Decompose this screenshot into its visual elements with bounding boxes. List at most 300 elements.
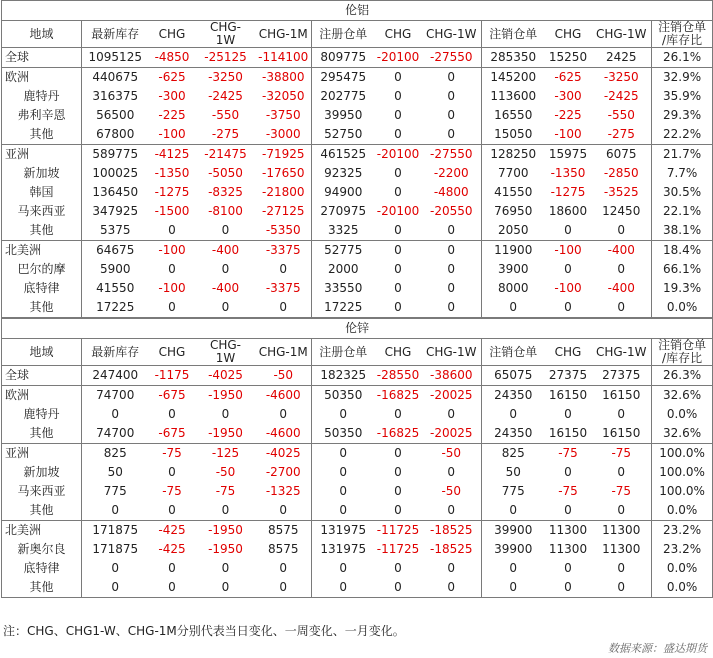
table-row bbox=[2, 463, 713, 482]
footnote: 注：CHG、CHG1-W、CHG-1M分别代表当日变化、一周变化、一月变化。 bbox=[3, 624, 405, 638]
region-cell: 其他 bbox=[2, 298, 82, 318]
table-row bbox=[2, 221, 713, 241]
table-row bbox=[2, 106, 713, 125]
value-cell: -28550 bbox=[376, 368, 420, 382]
value-cell: 18600 bbox=[548, 204, 588, 218]
value-cell: -32050 bbox=[256, 87, 312, 106]
table-title: 伦铝 bbox=[2, 1, 713, 21]
value-cell: 0 bbox=[545, 578, 592, 598]
value-cell: 0 bbox=[394, 223, 402, 237]
value-cell: 809775 bbox=[320, 50, 367, 64]
region-cell: 其他 bbox=[2, 125, 82, 145]
value-cell: 5900 bbox=[99, 262, 131, 276]
value-cell: 33550 bbox=[324, 281, 363, 295]
value-cell: 0 bbox=[422, 87, 482, 106]
value-cell: 0 bbox=[394, 108, 402, 122]
value-cell: -5350 bbox=[256, 221, 312, 241]
region-cell: 新加坡 bbox=[2, 463, 82, 482]
column-header: 注册仓单 bbox=[312, 21, 375, 48]
table-row bbox=[2, 164, 713, 183]
value-cell: 145200 bbox=[482, 68, 545, 88]
value-cell: -100 bbox=[158, 127, 186, 141]
value-cell: 0 bbox=[422, 559, 482, 578]
value-cell: 7.7% bbox=[652, 164, 713, 183]
value-cell: -675 bbox=[149, 386, 196, 406]
value-cell: 23.2% bbox=[652, 521, 713, 541]
table-row bbox=[2, 87, 713, 106]
value-cell: -8100 bbox=[208, 204, 243, 218]
value-cell: 0 bbox=[394, 262, 402, 276]
value-cell: 0 bbox=[256, 260, 312, 279]
value-cell: -100 bbox=[545, 241, 592, 261]
region-cell: 马来西亚 bbox=[2, 202, 82, 221]
value-cell: 0 bbox=[256, 298, 312, 318]
value-cell: 0 bbox=[111, 407, 120, 421]
table-row bbox=[2, 444, 713, 464]
value-cell: 0 bbox=[256, 405, 312, 424]
column-header: CHG-1W bbox=[422, 339, 482, 366]
value-cell: -2200 bbox=[422, 164, 482, 183]
value-cell: -550 bbox=[211, 108, 240, 122]
value-cell: 0 bbox=[564, 465, 572, 479]
value-cell: -4025 bbox=[256, 444, 312, 464]
value-cell: 285350 bbox=[490, 50, 537, 64]
value-cell: 41550 bbox=[96, 281, 135, 295]
column-header: CHG bbox=[149, 21, 196, 48]
value-cell: 0 bbox=[256, 559, 312, 578]
value-cell: 0 bbox=[422, 260, 482, 279]
value-cell: 11900 bbox=[482, 241, 545, 261]
value-cell: -1950 bbox=[196, 386, 256, 406]
value-cell: 461525 bbox=[312, 145, 375, 165]
value-cell: 8000 bbox=[497, 281, 529, 295]
table-row bbox=[2, 68, 713, 88]
value-cell: 2000 bbox=[327, 262, 359, 276]
region-cell: 鹿特丹 bbox=[2, 87, 82, 106]
value-cell: 39950 bbox=[324, 108, 363, 122]
region-cell: 巴尔的摩 bbox=[2, 260, 82, 279]
value-cell: -20550 bbox=[422, 202, 482, 221]
column-header: CHG-1W bbox=[422, 21, 482, 48]
value-cell: 8575 bbox=[256, 540, 312, 559]
value-cell: 0 bbox=[168, 561, 176, 575]
value-cell: 19.3% bbox=[652, 279, 713, 298]
value-cell: 8575 bbox=[256, 521, 312, 541]
value-cell: -17650 bbox=[256, 164, 312, 183]
value-cell: 0 bbox=[82, 578, 149, 598]
value-cell: -8325 bbox=[208, 185, 243, 199]
value-cell: 0 bbox=[422, 221, 482, 241]
value-cell: 11300 bbox=[592, 521, 652, 541]
value-cell: 0 bbox=[394, 166, 402, 180]
value-cell: -50 bbox=[422, 444, 482, 464]
table-row bbox=[2, 482, 713, 501]
value-cell: 15050 bbox=[494, 127, 533, 141]
value-cell: 0 bbox=[221, 262, 230, 276]
value-cell: -20100 bbox=[376, 50, 420, 64]
data-source: 数据来源：盛达期货 bbox=[608, 642, 707, 655]
value-cell: -1325 bbox=[256, 482, 312, 501]
value-cell: -225 bbox=[554, 108, 582, 122]
table-row bbox=[2, 366, 713, 386]
value-cell: -1500 bbox=[154, 204, 190, 218]
value-cell: 30.5% bbox=[652, 183, 713, 202]
value-cell: -675 bbox=[158, 426, 186, 440]
column-header: CHG bbox=[545, 339, 592, 366]
value-cell: -25125 bbox=[204, 50, 247, 64]
value-cell: 0 bbox=[339, 561, 348, 575]
value-cell: -16825 bbox=[376, 426, 420, 440]
value-cell: 41550 bbox=[494, 185, 533, 199]
value-cell: 131975 bbox=[320, 542, 367, 556]
table-aluminum bbox=[1, 0, 713, 318]
column-header: 最新库存 bbox=[82, 339, 149, 366]
value-cell: 0 bbox=[394, 407, 402, 421]
value-cell: 65075 bbox=[494, 368, 533, 382]
table-row bbox=[2, 183, 713, 202]
value-cell: 5375 bbox=[99, 223, 131, 237]
value-cell: 0 bbox=[422, 405, 482, 424]
region-cell: 其他 bbox=[2, 578, 82, 598]
value-cell: 0 bbox=[422, 578, 482, 598]
value-cell: 0 bbox=[111, 561, 120, 575]
value-cell: 15975 bbox=[545, 145, 592, 165]
value-cell: 0 bbox=[221, 223, 230, 237]
value-cell: 32.6% bbox=[652, 386, 713, 406]
table-row bbox=[2, 48, 713, 68]
value-cell: 38.1% bbox=[652, 221, 713, 241]
value-cell: 0 bbox=[592, 221, 652, 241]
value-cell: -1950 bbox=[196, 521, 256, 541]
value-cell: -3750 bbox=[256, 106, 312, 125]
value-cell: 39900 bbox=[494, 542, 533, 556]
region-cell: 韩国 bbox=[2, 183, 82, 202]
column-header: 注册仓单 bbox=[312, 339, 375, 366]
value-cell: -20100 bbox=[375, 145, 422, 165]
value-cell: 76950 bbox=[494, 204, 533, 218]
value-cell: -18525 bbox=[422, 540, 482, 559]
table-row bbox=[2, 501, 713, 521]
value-cell: -3250 bbox=[592, 68, 652, 88]
value-cell: 0 bbox=[221, 561, 230, 575]
value-cell: 74700 bbox=[82, 386, 149, 406]
value-cell: 3900 bbox=[497, 262, 529, 276]
value-cell: 0 bbox=[394, 127, 402, 141]
value-cell: -11725 bbox=[376, 542, 420, 556]
value-cell: 0 bbox=[168, 407, 176, 421]
column-header: CHG- 1W bbox=[196, 339, 256, 366]
region-cell: 其他 bbox=[2, 221, 82, 241]
table-row bbox=[2, 279, 713, 298]
value-cell: 0 bbox=[256, 578, 312, 598]
value-cell: 0 bbox=[339, 465, 348, 479]
value-cell: 0 bbox=[394, 503, 402, 517]
value-cell: 24350 bbox=[482, 386, 545, 406]
region-cell: 弗利辛恩 bbox=[2, 106, 82, 125]
value-cell: -1350 bbox=[550, 166, 586, 180]
value-cell: 52775 bbox=[312, 241, 375, 261]
value-cell: 23.2% bbox=[652, 540, 713, 559]
value-cell: 0 bbox=[422, 501, 482, 521]
value-cell: -38600 bbox=[422, 366, 482, 386]
value-cell: -20025 bbox=[422, 424, 482, 444]
value-cell: 0 bbox=[221, 407, 230, 421]
value-cell: -50 bbox=[422, 482, 482, 501]
value-cell: -18525 bbox=[422, 521, 482, 541]
value-cell: 0 bbox=[422, 298, 482, 318]
value-cell: 11300 bbox=[545, 521, 592, 541]
value-cell: -2425 bbox=[208, 89, 243, 103]
value-cell: 0 bbox=[168, 223, 176, 237]
value-cell: 0 bbox=[111, 503, 120, 517]
value-cell: 0 bbox=[375, 68, 422, 88]
value-cell: 66.1% bbox=[652, 260, 713, 279]
value-cell: -50 bbox=[215, 465, 236, 479]
value-cell: 3325 bbox=[327, 223, 359, 237]
value-cell: -100 bbox=[554, 281, 582, 295]
value-cell: -1950 bbox=[208, 542, 243, 556]
value-cell: -50 bbox=[256, 366, 312, 386]
value-cell: 775 bbox=[501, 484, 525, 498]
column-header: 注销仓单 bbox=[482, 339, 545, 366]
value-cell: 0 bbox=[339, 484, 348, 498]
value-cell: -4800 bbox=[422, 183, 482, 202]
value-cell: -4125 bbox=[149, 145, 196, 165]
value-cell: 16150 bbox=[592, 424, 652, 444]
value-cell: 16550 bbox=[494, 108, 533, 122]
value-cell: 347925 bbox=[92, 204, 139, 218]
value-cell: 74700 bbox=[96, 426, 135, 440]
value-cell: 0 bbox=[312, 444, 375, 464]
value-cell: 0 bbox=[168, 262, 176, 276]
value-cell: 0.0% bbox=[652, 501, 713, 521]
value-cell: 0 bbox=[482, 578, 545, 598]
value-cell: 22.1% bbox=[652, 202, 713, 221]
value-cell: -75 bbox=[592, 482, 652, 501]
region-cell: 亚洲 bbox=[2, 145, 82, 165]
value-cell: 247400 bbox=[92, 368, 139, 382]
value-cell: 100.0% bbox=[652, 482, 713, 501]
value-cell: 0 bbox=[564, 503, 572, 517]
value-cell: 0 bbox=[422, 241, 482, 261]
value-cell: 0 bbox=[422, 125, 482, 145]
value-cell: -75 bbox=[149, 444, 196, 464]
value-cell: 16150 bbox=[545, 386, 592, 406]
value-cell: 32.6% bbox=[652, 424, 713, 444]
value-cell: 0 bbox=[422, 106, 482, 125]
region-cell: 新奥尔良 bbox=[2, 540, 82, 559]
column-header: CHG bbox=[545, 21, 592, 48]
value-cell: 131975 bbox=[312, 521, 375, 541]
value-cell: -21475 bbox=[196, 145, 256, 165]
value-cell: 0 bbox=[312, 578, 375, 598]
value-cell: 0 bbox=[394, 561, 402, 575]
value-cell: 0 bbox=[394, 185, 402, 199]
value-cell: 0 bbox=[564, 262, 572, 276]
value-cell: 0 bbox=[394, 484, 402, 498]
value-cell: -100 bbox=[158, 281, 186, 295]
value-cell: -3000 bbox=[256, 125, 312, 145]
value-cell: 440675 bbox=[82, 68, 149, 88]
value-cell: 0 bbox=[592, 260, 652, 279]
value-cell: -100 bbox=[554, 127, 582, 141]
value-cell: 316375 bbox=[92, 89, 139, 103]
value-cell: 50 bbox=[107, 465, 123, 479]
table-title: 伦锌 bbox=[2, 319, 713, 339]
value-cell: 0 bbox=[375, 298, 422, 318]
value-cell: 35.9% bbox=[652, 87, 713, 106]
table-row bbox=[2, 202, 713, 221]
value-cell: 64675 bbox=[82, 241, 149, 261]
value-cell: -114100 bbox=[256, 48, 312, 68]
value-cell: 0 bbox=[221, 503, 230, 517]
value-cell: 0 bbox=[509, 407, 518, 421]
value-cell: -16825 bbox=[375, 386, 422, 406]
value-cell: 0 bbox=[592, 298, 652, 318]
value-cell: 2050 bbox=[497, 223, 529, 237]
value-cell: 0 bbox=[564, 561, 572, 575]
region-cell: 鹿特丹 bbox=[2, 405, 82, 424]
value-cell: -550 bbox=[592, 106, 652, 125]
table-row bbox=[2, 405, 713, 424]
value-cell: 100.0% bbox=[652, 444, 713, 464]
value-cell: 0 bbox=[422, 279, 482, 298]
column-header: 地域 bbox=[2, 339, 82, 366]
value-cell: 0 bbox=[149, 298, 196, 318]
value-cell: -75 bbox=[215, 484, 236, 498]
value-cell: -2425 bbox=[592, 87, 652, 106]
value-cell: 0 bbox=[592, 501, 652, 521]
region-cell: 马来西亚 bbox=[2, 482, 82, 501]
value-cell: 17225 bbox=[312, 298, 375, 318]
value-cell: -625 bbox=[545, 68, 592, 88]
value-cell: 0 bbox=[545, 298, 592, 318]
value-cell: -4850 bbox=[154, 50, 190, 64]
value-cell: 0 bbox=[375, 578, 422, 598]
value-cell: 11300 bbox=[548, 542, 588, 556]
value-cell: -275 bbox=[592, 125, 652, 145]
value-cell: 0.0% bbox=[652, 298, 713, 318]
value-cell: 0.0% bbox=[652, 578, 713, 598]
column-header: CHG bbox=[375, 21, 422, 48]
table-row bbox=[2, 125, 713, 145]
value-cell: 0 bbox=[339, 503, 348, 517]
region-cell: 底特律 bbox=[2, 559, 82, 578]
value-cell: -125 bbox=[196, 444, 256, 464]
table-row bbox=[2, 559, 713, 578]
value-cell: 270975 bbox=[320, 204, 367, 218]
value-cell: 32.9% bbox=[652, 68, 713, 88]
table-row bbox=[2, 145, 713, 165]
value-cell: -3525 bbox=[592, 183, 652, 202]
value-cell: 16150 bbox=[548, 426, 588, 440]
value-cell: -1350 bbox=[154, 166, 190, 180]
region-cell: 欧洲 bbox=[2, 386, 82, 406]
column-header: 最新库存 bbox=[82, 21, 149, 48]
value-cell: 171875 bbox=[82, 521, 149, 541]
value-cell: 0 bbox=[375, 241, 422, 261]
value-cell: 0 bbox=[422, 68, 482, 88]
value-cell: 6075 bbox=[592, 145, 652, 165]
value-cell: 825 bbox=[82, 444, 149, 464]
value-cell: 50350 bbox=[324, 426, 363, 440]
value-cell: 18.4% bbox=[652, 241, 713, 261]
column-header: 注销仓单 bbox=[482, 21, 545, 48]
value-cell: -400 bbox=[196, 241, 256, 261]
value-cell: -4025 bbox=[208, 368, 243, 382]
value-cell: -4600 bbox=[256, 424, 312, 444]
region-cell: 北美洲 bbox=[2, 521, 82, 541]
value-cell: 295475 bbox=[312, 68, 375, 88]
value-cell: -1175 bbox=[154, 368, 190, 382]
value-cell: -71925 bbox=[256, 145, 312, 165]
value-cell: -1275 bbox=[550, 185, 586, 199]
column-header: CHG bbox=[375, 339, 422, 366]
value-cell: 0 bbox=[592, 578, 652, 598]
value-cell: 825 bbox=[482, 444, 545, 464]
region-cell: 全球 bbox=[2, 366, 82, 386]
value-cell: 589775 bbox=[82, 145, 149, 165]
table-row bbox=[2, 241, 713, 261]
value-cell: 0 bbox=[168, 465, 176, 479]
region-cell: 其他 bbox=[2, 424, 82, 444]
value-cell: 7700 bbox=[497, 166, 529, 180]
column-header: CHG-1W bbox=[592, 339, 652, 366]
value-cell: -400 bbox=[211, 281, 240, 295]
value-cell: -75 bbox=[592, 444, 652, 464]
value-cell: -5050 bbox=[208, 166, 243, 180]
value-cell: -1275 bbox=[154, 185, 190, 199]
column-header: 注销仓单 /库存比 bbox=[652, 339, 713, 366]
value-cell: -11725 bbox=[375, 521, 422, 541]
value-cell: 0 bbox=[509, 503, 518, 517]
value-cell: -275 bbox=[211, 127, 240, 141]
value-cell: 182325 bbox=[320, 368, 367, 382]
value-cell: -20025 bbox=[422, 386, 482, 406]
region-cell: 全球 bbox=[2, 48, 82, 68]
value-cell: 0 bbox=[482, 298, 545, 318]
value-cell: 27375 bbox=[592, 366, 652, 386]
value-cell: 0 bbox=[394, 281, 402, 295]
value-cell: -100 bbox=[149, 241, 196, 261]
value-cell: -38800 bbox=[256, 68, 312, 88]
table-zinc bbox=[1, 318, 713, 598]
value-cell: -20100 bbox=[376, 204, 420, 218]
value-cell: 0 bbox=[149, 578, 196, 598]
value-cell: -3250 bbox=[196, 68, 256, 88]
value-cell: 136450 bbox=[92, 185, 139, 199]
value-cell: 0 bbox=[196, 578, 256, 598]
value-cell: 0 bbox=[256, 501, 312, 521]
region-cell: 欧洲 bbox=[2, 68, 82, 88]
value-cell: 26.1% bbox=[652, 48, 713, 68]
value-cell: 0 bbox=[394, 465, 402, 479]
column-header: 注销仓单 /库存比 bbox=[652, 21, 713, 48]
region-cell: 北美洲 bbox=[2, 241, 82, 261]
column-header: CHG-1W bbox=[592, 21, 652, 48]
value-cell: 50350 bbox=[312, 386, 375, 406]
column-header: CHG-1M bbox=[256, 339, 312, 366]
value-cell: 50 bbox=[505, 465, 521, 479]
value-cell: 11300 bbox=[592, 540, 652, 559]
value-cell: 0 bbox=[394, 89, 402, 103]
value-cell: 775 bbox=[103, 484, 127, 498]
value-cell: 21.7% bbox=[652, 145, 713, 165]
value-cell: -27550 bbox=[422, 48, 482, 68]
value-cell: 171875 bbox=[92, 542, 139, 556]
value-cell: 0.0% bbox=[652, 559, 713, 578]
value-cell: 0 bbox=[592, 405, 652, 424]
